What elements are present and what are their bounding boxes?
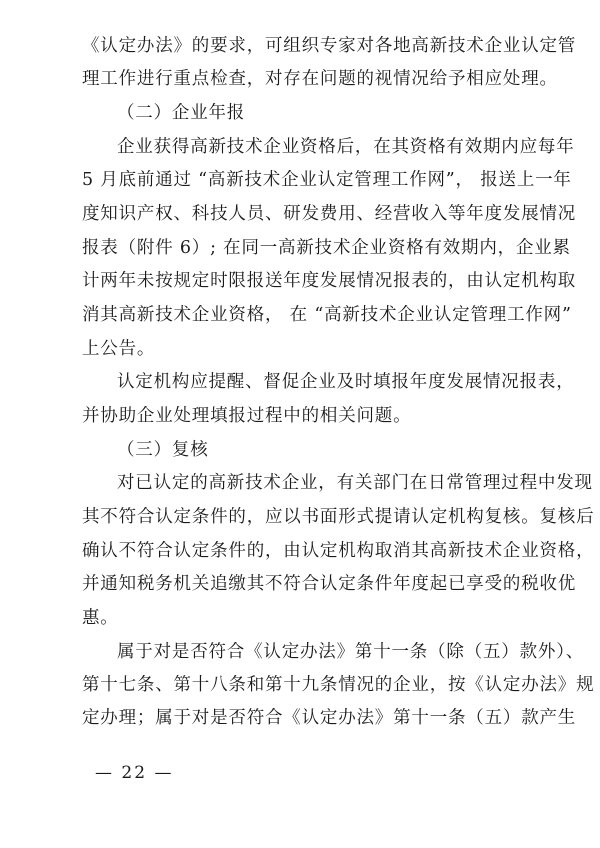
text-line: 属于对是否符合《认定办法》第十一条（除（五）款外）、 <box>117 642 585 662</box>
text-line: 企业获得高新技术企业资格后，在其资格有效期内应每年 <box>117 137 575 157</box>
text-line: 消其高新技术企业资格， 在 “高新技术企业认定管理工作网” <box>82 305 572 325</box>
text-line: 第十七条、第十八条和第十九条情况的企业，按《认定办法》规 <box>82 675 595 695</box>
section-heading: （三）复核 <box>117 440 209 460</box>
text-line: 度知识产权、科技人员、研发费用、经营收入等年度发展情况 <box>82 204 577 224</box>
text-line: 对已认定的高新技术企业，有关部门在日常管理过程中发现 <box>117 473 593 493</box>
text-line: 计两年未按规定时限报送年度发展情况报表的，由认定机构取 <box>82 271 577 291</box>
text-line: 确认不符合认定条件的，由认定机构取消其高新技术企业资格， <box>82 541 595 561</box>
text-line: 其不符合认定条件的，应以书面形式提请认定机构复核。复核后 <box>82 507 595 527</box>
text-line: 定办理；属于对是否符合《认定办法》第十一条（五）款产生 <box>82 708 577 728</box>
text-line: 5 月底前通过 “高新技术企业认定管理工作网”， 报送上一年 <box>82 170 572 190</box>
text-line: 惠。 <box>82 608 119 628</box>
text-line: 《认定办法》的要求，可组织专家对各地高新技术企业认定管 <box>82 36 577 56</box>
text-line: 理工作进行重点检查，对存在问题的视情况给予相应处理。 <box>82 69 558 89</box>
section-heading: （二）企业年报 <box>117 103 246 123</box>
text-line: 报表（附件 6）; 在同一高新技术企业资格有效期内，企业累 <box>82 238 571 258</box>
text-line: 并协助企业处理填报过程中的相关问题。 <box>82 406 412 426</box>
page-number: — 22 — <box>95 763 174 783</box>
text-line: 认定机构应提醒、督促企业及时填报年度发展情况报表， <box>117 372 575 392</box>
text-line: 上公告。 <box>82 339 156 359</box>
text-line: 并通知税务机关追缴其不符合认定条件年度起已享受的税收优 <box>82 574 577 594</box>
